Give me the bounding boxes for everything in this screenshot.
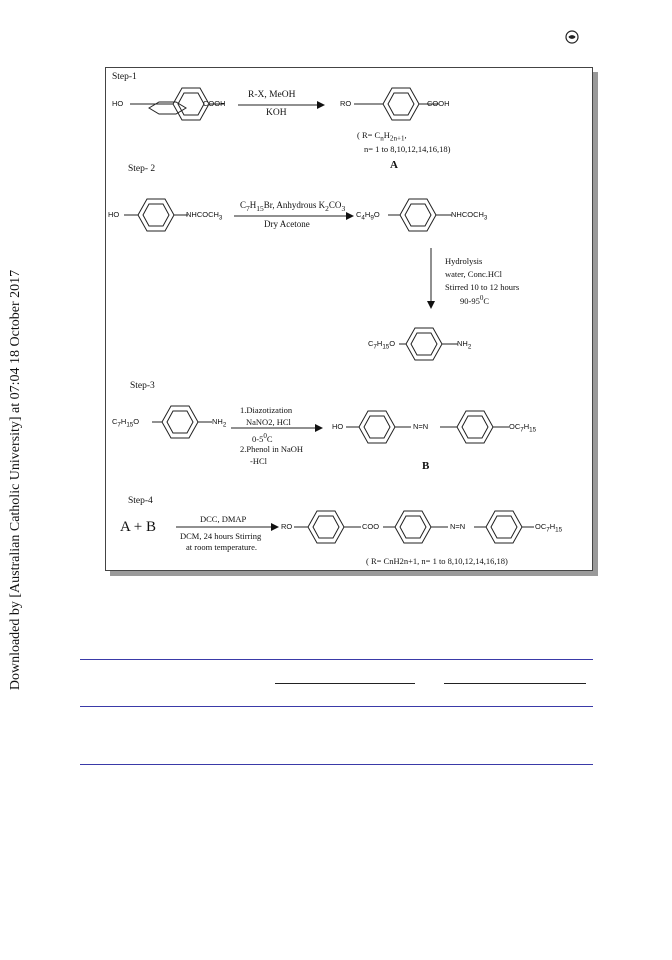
step1-note-line2: n= 1 to 8,10,12,14,16,18) xyxy=(364,144,451,154)
step3-reagent-4: 2.Phenol in NaOH xyxy=(240,444,304,454)
compound-a-label: A xyxy=(390,159,398,171)
compound-b-label: B xyxy=(422,460,430,472)
step2-reactant-left: HO xyxy=(108,210,120,219)
step4-note: ( R= CnH2n+1, n= 1 to 8,10,12,14,16,18) xyxy=(366,556,508,566)
table-header-rule xyxy=(80,706,593,707)
scheme-drawing xyxy=(106,68,594,572)
step4-label: Step-4 xyxy=(128,496,153,506)
hydrolysis-line4: $90-95^0C$ xyxy=(460,294,490,306)
step3-reagent-3: $0-5^0C$ xyxy=(252,432,273,444)
hydrolysis-line1: Hydrolysis xyxy=(445,256,483,266)
step2-product-left: $C_4H_9O$ xyxy=(356,210,380,222)
step3-reactant-left: $C_7H_{15}O$ xyxy=(112,417,140,429)
table-group-rule-2 xyxy=(444,683,586,684)
hydrolysis-line3: Stirred 10 to 12 hours xyxy=(445,282,520,292)
publisher-logo-icon xyxy=(565,30,579,44)
step2-reactant-right: $NHCOCH_3$ xyxy=(186,210,223,222)
table-top-rule xyxy=(80,659,593,660)
step4-product-azo: N=N xyxy=(450,522,466,531)
amine-right: $NH_2$ xyxy=(457,339,472,351)
step2-label: Step- 2 xyxy=(128,164,156,174)
step3-product-left: HO xyxy=(332,422,344,431)
synthesis-scheme xyxy=(105,67,593,571)
step3-reagent-1: 1.Diazotization xyxy=(240,405,293,415)
step3-reactant-right: $NH_2$ xyxy=(212,417,227,429)
step1-product-right: COOH xyxy=(427,99,450,108)
step1-reagent-bottom: KOH xyxy=(266,108,287,118)
step4-reagent-top: DCC, DMAP xyxy=(200,514,247,524)
amine-left: $C_7H_{15}O$ xyxy=(368,339,396,351)
step4-reactants: A + B xyxy=(120,519,156,535)
table-bottom-rule xyxy=(80,764,593,765)
step2-reagent-top: $C_7H_{15}Br$, Anhydrous $K_2CO_3$ xyxy=(240,200,346,213)
hydrolysis-line2: water, Conc.HCl xyxy=(445,269,503,279)
step1-reagent-top: R-X, MeOH xyxy=(248,90,296,100)
step1-reactant-right: COOH xyxy=(203,99,226,108)
step1-reactant-left: HO xyxy=(112,99,124,108)
step4-reagent-3: at room temperature. xyxy=(186,542,258,552)
step1-note-line1: ( $R= C_nH_{2n+1}$, xyxy=(357,130,407,143)
step3-reagent-2: NaNO2, HCl xyxy=(246,417,291,427)
step4-product-ester: COO xyxy=(362,522,380,531)
step4-product-right: $OC_7H_{15}$ xyxy=(535,522,563,534)
step4-product-left: RO xyxy=(281,522,293,531)
step2-product-right: $NHCOCH_3$ xyxy=(451,210,488,222)
table-group-rule-1 xyxy=(275,683,415,684)
step4-reagent-2: DCM, 24 hours Stirring xyxy=(180,531,262,541)
step1-product-left: RO xyxy=(340,99,352,108)
step3-label: Step-3 xyxy=(130,381,155,391)
step2-reagent-bottom: Dry Acetone xyxy=(264,219,310,229)
download-notice: Downloaded by [Australian Catholic University] at 07:04 18 October 2017 xyxy=(8,269,23,691)
step3-product-azo: N=N xyxy=(413,422,429,431)
step1-label: Step-1 xyxy=(112,72,137,82)
step3-reagent-5: -HCl xyxy=(250,456,267,466)
step3-product-right: $OC_7H_{15}$ xyxy=(509,422,537,434)
